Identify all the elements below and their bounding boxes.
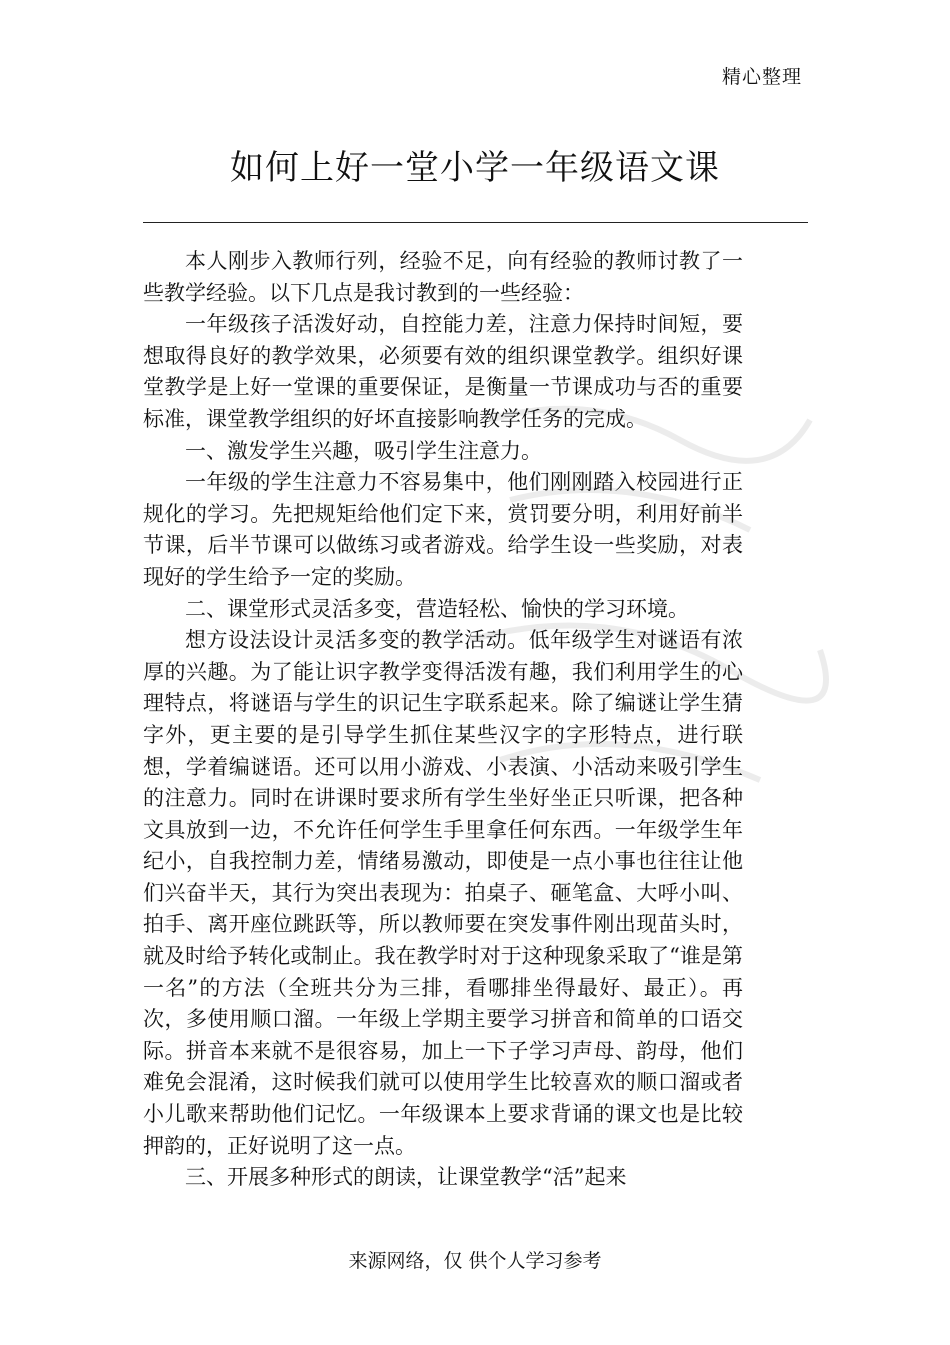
title-divider — [143, 222, 808, 223]
document-body — [143, 246, 743, 1194]
document-title: 如何上好一堂小学一年级语文课 — [230, 148, 720, 188]
section-heading: 三、开展多种形式的朗读，让课堂教学“活”起来 — [185, 1165, 627, 1190]
body-paragraph: 一年级孩子活泼好动，自控能力差，注意力保持时间短，要想取得良好的教学效果，必须要有效的组织课堂教学。组织好课堂教学是上好一堂课的重要保证，是衡量一节课成功与否的重要标准，课堂教学组织的好坏直接影响教学任务的完成。 — [143, 312, 743, 431]
footer-note: 来源网络，仅 供个人学习参考 — [348, 1250, 602, 1272]
body-paragraph: 本人刚步入教师行列，经验不足，向有经验的教师讨教了一些教学经验。以下几点是我讨教到的一些经验： — [143, 249, 743, 305]
section-heading: 二、课堂形式灵活多变，营造轻松、愉快的学习环境。 — [185, 596, 689, 621]
body-paragraph: 一年级的学生注意力不容易集中，他们刚刚踏入校园进行正规化的学习。先把规矩给他们定下来，赏罚要分明，利用好前半节课，后半节课可以做练习或者游戏。给学生设一些奖励，对表现好的学生给予一定的奖励。 — [143, 470, 743, 589]
body-paragraph: 想方设法设计灵活多变的教学活动。低年级学生对谜语有浓厚的兴趣。为了能让识字教学变得活泼有趣，我们利用学生的心理特点，将谜语与学生的识记生字联系起来。除了编谜让学生猜字外，更主要的是引导学生抓住某些汉字的字形特点，进行联想，学着编谜语。还可以用小游戏、小表演、小活动来吸引学生的注意力。同时在讲课时要求所有学生坐好坐正只听课，把各种文具放到一边，不允许任何学生手里拿任何东西。一年级学生年纪小，自我控制力差，情绪易激动，即使是一点小事也往往让他们兴奋半天，其行为突出表现为：拍桌子、砸笔盒、大呼小叫、拍手、离开座位跳跃等，所以教师要在突发事件刚出现苗头时，就及时给予转化或制止。我在教学时对于这种现象采取了“谁是第一名”的方法（全班共分为三排，看哪排坐得最好、最正）。再次，多使用顺口溜。一年级上学期主要学习拼音和简单的口语交际。拼音本来就不是很容易，加上一下子学习声母、韵母，他们难免会混淆，这时候我们就可以使用学生比较喜欢的顺口溜或者小儿歌来帮助他们记忆。一年级课本上要求背诵的课文也是比较押韵的，正好说明了这一点。 — [143, 628, 743, 1158]
header-note: 精心整理 — [721, 66, 802, 88]
section-heading: 一、激发学生兴趣，吸引学生注意力。 — [185, 438, 542, 463]
